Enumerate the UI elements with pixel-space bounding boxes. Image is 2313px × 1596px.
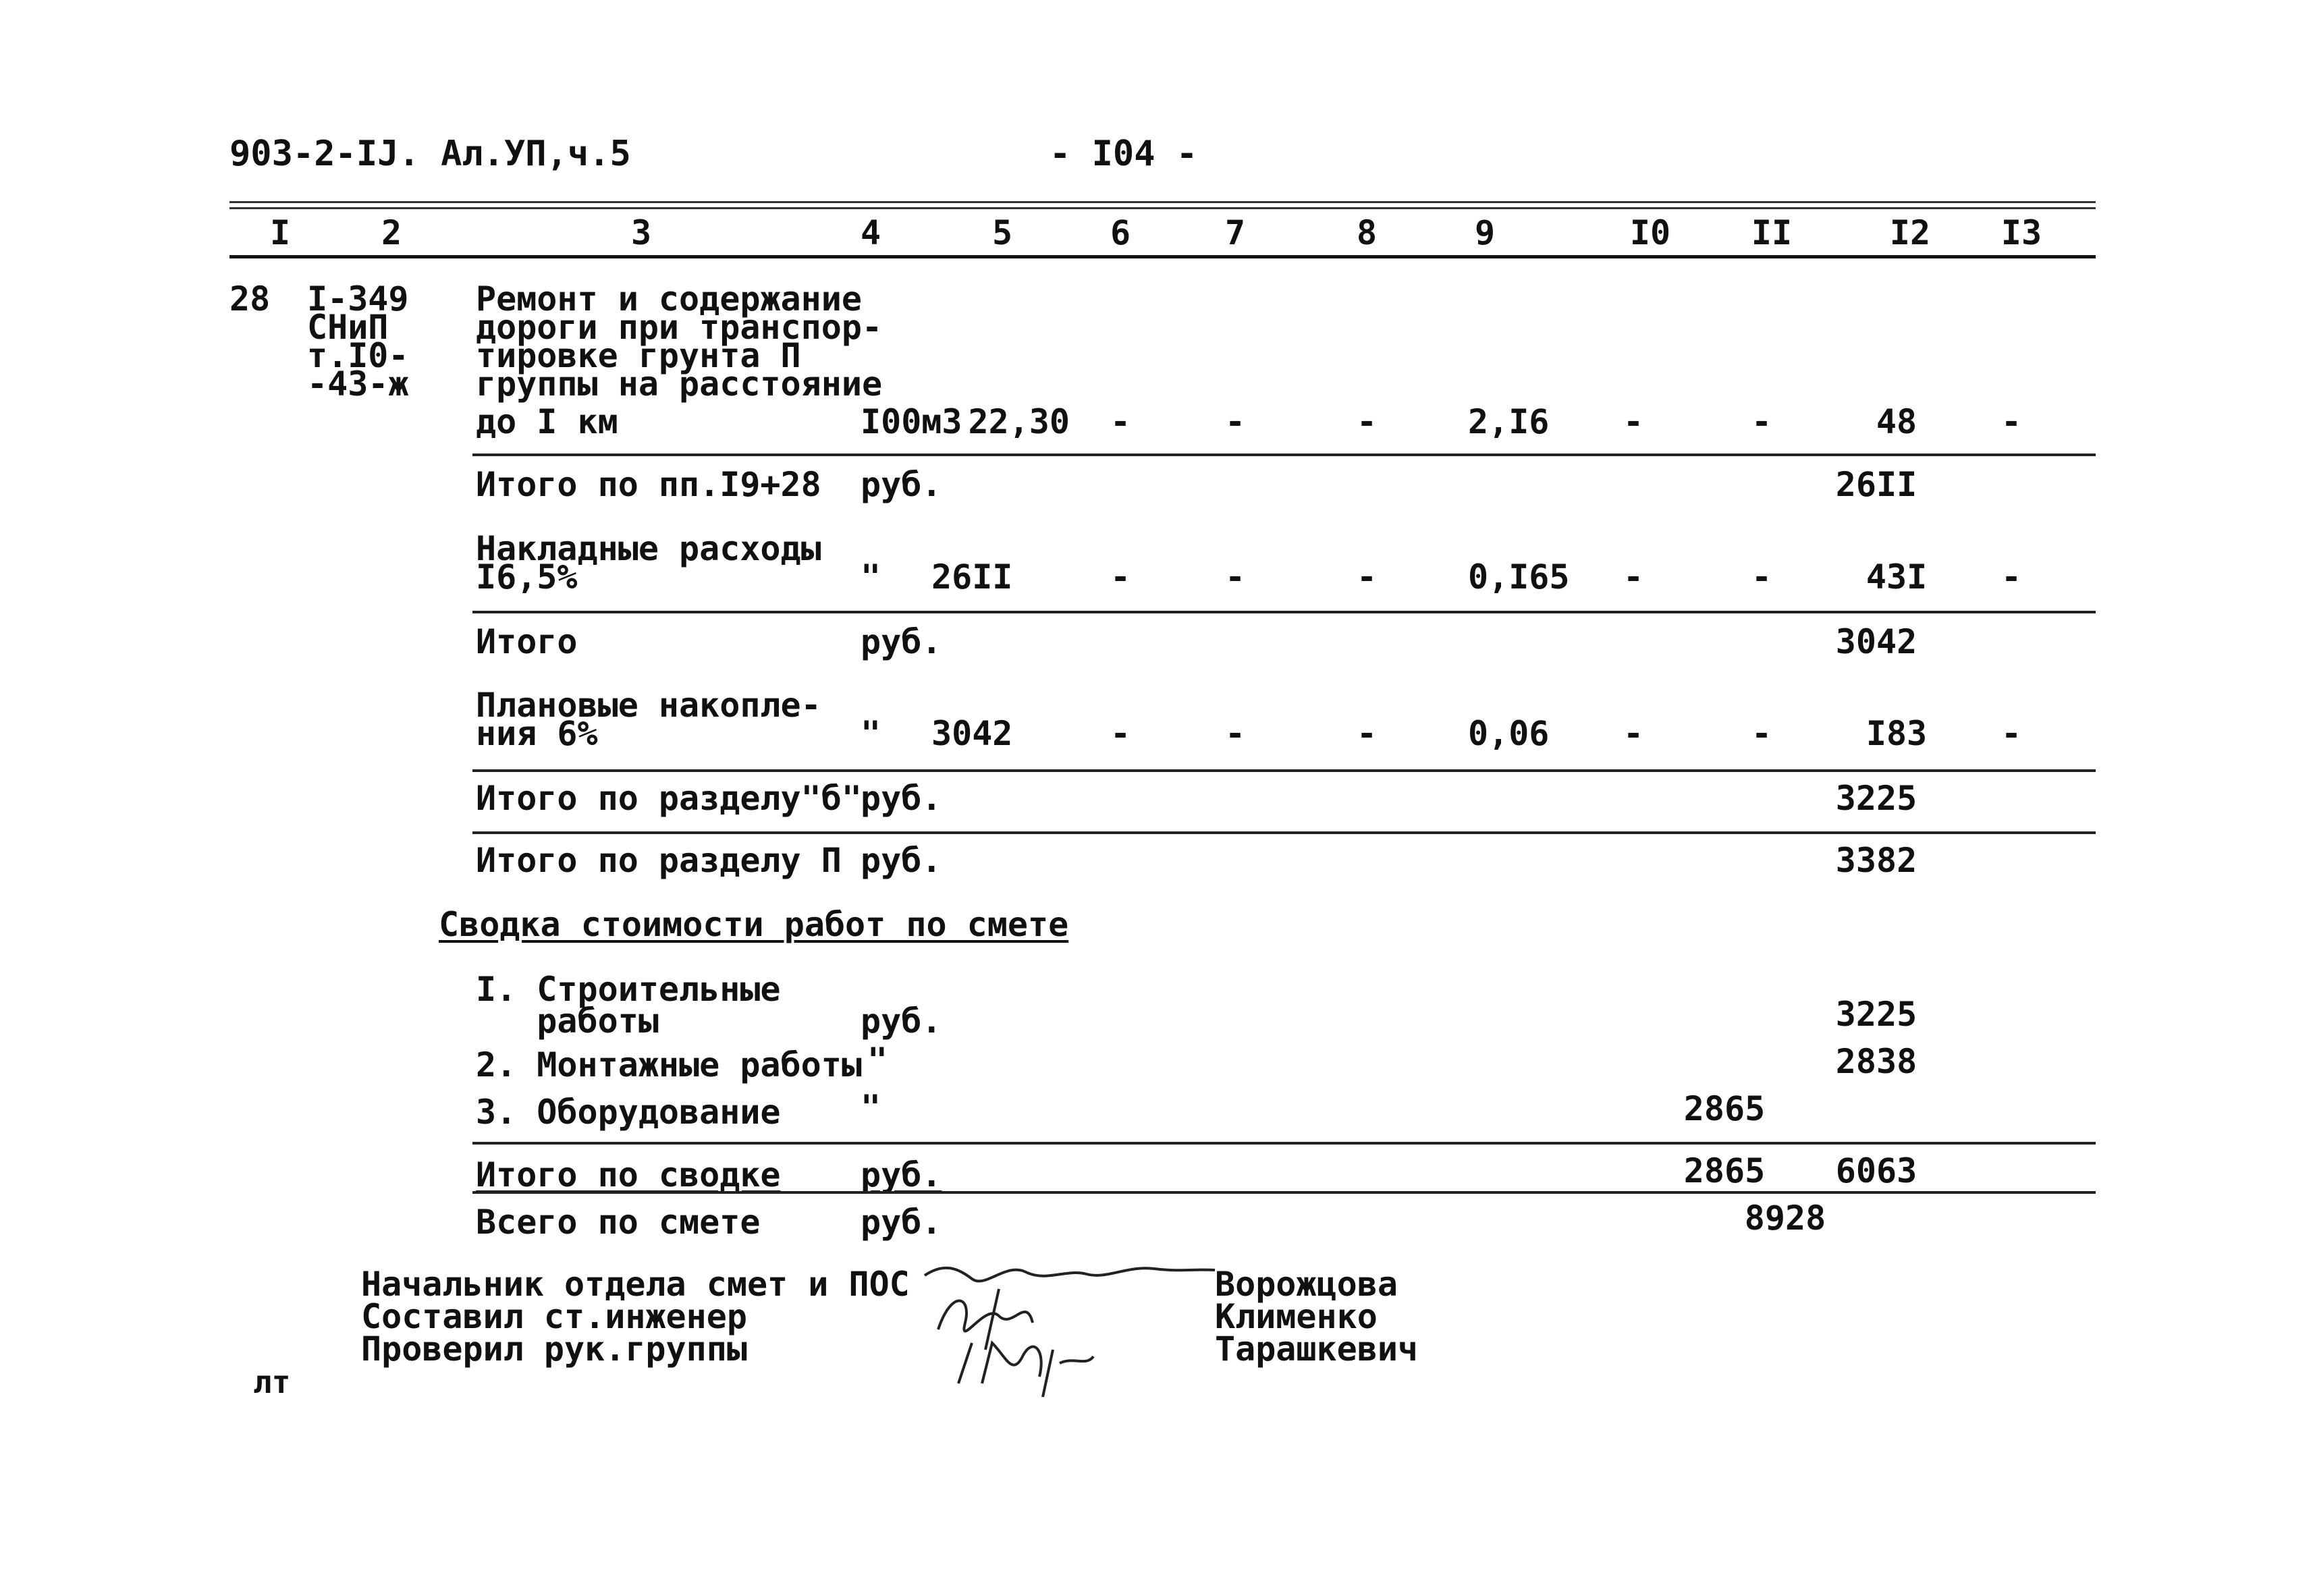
summary-item-unit: руб. [861,1001,942,1041]
signature-role: Проверил рук.группы [361,1329,747,1369]
signature-name: Тарашкевич [1215,1329,1419,1369]
header-bottom-rule [229,255,2096,258]
row-number: 28 [229,279,271,319]
subtotal-unit: руб. [861,465,942,504]
col-num: I0 [1629,213,1671,252]
item-description-line: дороги при транспор- [476,308,883,347]
col7-cell: - [1224,714,1246,753]
row-separator [472,453,2096,456]
col11-cell: - [1751,402,1772,441]
section-total-value: 3225 [1835,779,1917,818]
col-num: I2 [1889,213,1931,252]
overhead-label-line: Накладные расходы [476,529,821,568]
unit-cell: " [861,557,881,597]
row-separator [472,611,2096,613]
summary-item-label: 2. Монтажные работы [476,1045,862,1084]
norm-code-line: т.I0- [307,336,409,375]
signature-name: Клименко [1215,1297,1378,1336]
col9-cell: 2,I6 [1468,402,1550,441]
col10-cell: - [1623,557,1644,597]
col11-cell: - [1751,714,1772,753]
summary-item-equipment-value: 2865 [1683,1089,1766,1128]
col7-cell: - [1224,402,1246,441]
section-ii-total-value: 3382 [1835,841,1917,880]
col6-cell: - [1110,402,1131,441]
col-num: 7 [1224,213,1246,252]
col5-cell: 22,30 [968,402,1070,441]
col-num: 4 [860,213,881,252]
unit-cell: " [861,714,881,753]
total-label: Итого [476,622,578,661]
col7-cell: - [1224,557,1246,597]
col-num: 6 [1110,213,1131,252]
norm-code-line: I-349 [307,279,409,319]
col-num: I3 [2001,213,2042,252]
norm-code-line: -43-ж [307,364,409,404]
col13-cell: - [2001,714,2022,753]
col13-cell: - [2001,402,2022,441]
item-description-line: до I км [476,402,618,441]
col-num: II [1751,213,1793,252]
row-separator [472,1142,2096,1145]
col13-cell: - [2001,557,2022,597]
item-description-line: Ремонт и содержание [476,279,862,319]
subtotal-value: 26II [1835,465,1917,504]
page-number: - I04 - [1050,134,1198,174]
summary-item-unit: " [867,1041,888,1080]
summary-total-equipment: 2865 [1683,1151,1766,1190]
grand-total-value: 8928 [1744,1199,1826,1238]
col10-cell: - [1623,714,1644,753]
col12-cell: I83 [1866,714,1928,753]
col5-cell: 26II [931,557,1013,597]
unit-cell: I00м3 [861,402,962,441]
planned-label-line: ния 6% [476,714,598,753]
norm-code-line: СНиП [307,308,389,347]
footer-mark: лт [253,1364,291,1400]
col-num: I [269,213,291,252]
signature-name: Ворожцова [1215,1265,1398,1304]
col12-cell: 48 [1876,402,1917,441]
section-ii-total-label: Итого по разделу П [476,841,842,880]
col9-cell: 0,06 [1468,714,1550,753]
total-value: 3042 [1835,622,1917,661]
summary-item-value: 3225 [1835,995,1917,1034]
signature-role: Составил ст.инженер [361,1297,747,1336]
header-top-rule [229,201,2096,209]
col8-cell: - [1356,714,1378,753]
planned-label-line: Плановые накопле- [476,686,821,725]
col10-cell: - [1623,402,1644,441]
col6-cell: - [1110,714,1131,753]
col8-cell: - [1356,557,1378,597]
summary-total-label: Итого по сводке [476,1155,781,1194]
item-description-line: тировке грунта П [476,336,801,375]
row-separator [472,831,2096,834]
col6-cell: - [1110,557,1131,597]
col-num: 5 [991,213,1013,252]
handwritten-signatures [898,1248,1235,1404]
item-description-line: группы на расстояние [476,364,883,404]
row-separator [472,769,2096,772]
col8-cell: - [1356,402,1378,441]
document-code: 903-2-IJ. Ал.УП,ч.5 [229,134,631,174]
col12-cell: 43I [1866,557,1928,597]
summary-item-value: 2838 [1835,1042,1917,1081]
section-ii-total-unit: руб. [861,841,942,880]
col11-cell: - [1751,557,1772,597]
summary-total-works: 6063 [1835,1151,1917,1190]
col-num: 8 [1356,213,1378,252]
col9-cell: 0,I65 [1468,557,1570,597]
col-num: 2 [381,213,402,252]
grand-total-label: Всего по смете [476,1203,761,1242]
section-total-unit: руб. [861,779,942,818]
summary-item-unit: " [861,1088,881,1127]
overhead-label-line: I6,5% [476,557,578,597]
summary-item-label: I. Строительные [476,970,781,1009]
signature-role: Начальник отдела смет и ПОС [361,1265,910,1304]
summary-total-unit: руб. [861,1155,942,1194]
row-separator [472,1191,2096,1194]
summary-item-label: работы [476,1001,659,1041]
total-unit: руб. [861,622,942,661]
summary-heading: Сводка стоимости работ по смете [439,905,1069,944]
grand-total-unit: руб. [861,1203,942,1242]
col-num: 9 [1474,213,1496,252]
col5-cell: 3042 [931,714,1013,753]
summary-item-label: 3. Оборудование [476,1093,781,1132]
section-total-label: Итого по разделу"б" [476,779,862,818]
col-num: 3 [630,213,652,252]
subtotal-label: Итого по пп.I9+28 [476,465,821,504]
